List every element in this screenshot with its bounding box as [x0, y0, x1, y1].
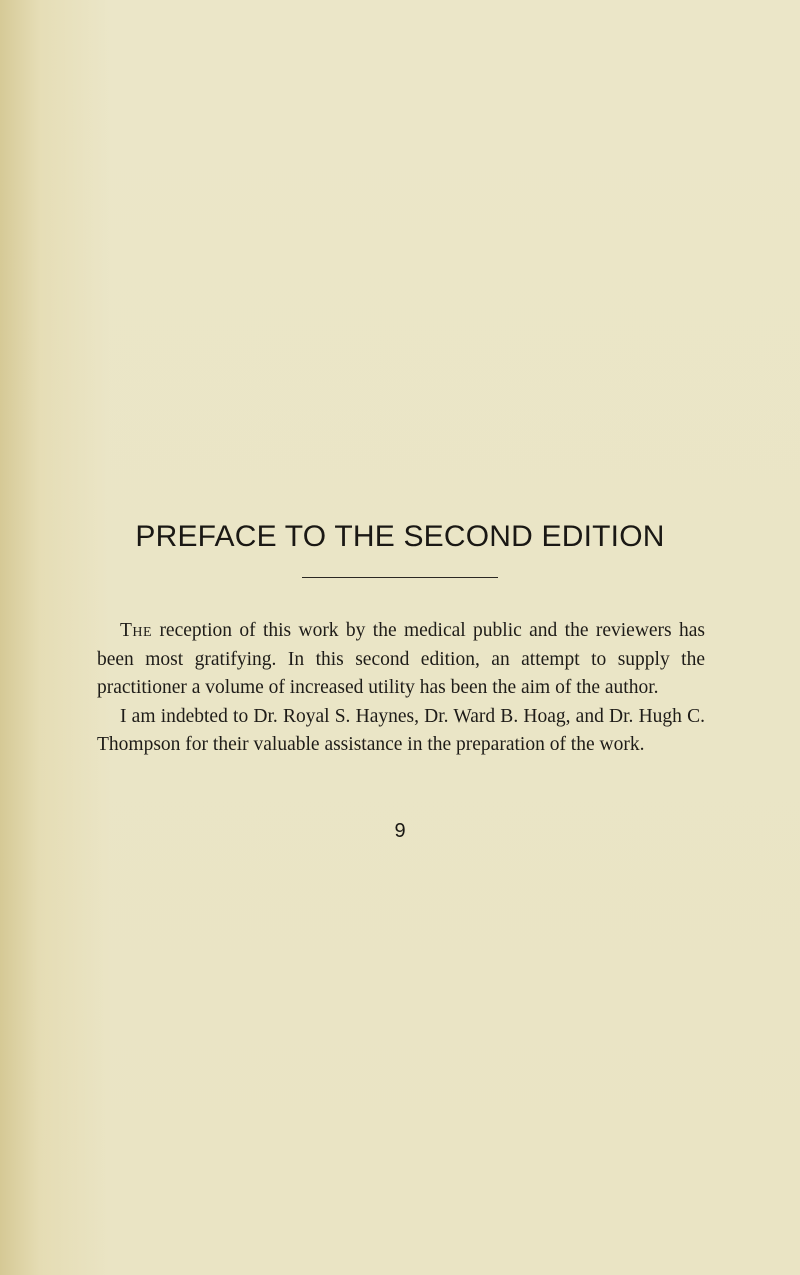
preface-body [97, 617, 705, 760]
page-title: PREFACE TO THE SECOND EDITION [135, 520, 665, 553]
paragraph-text: I am indebted to Dr. Royal S. Haynes, Dr. Ward B. Hoag, and Dr. Hugh C. Thompson for their valuable assistance in the preparation of the work. [97, 705, 705, 755]
page-number: 9 [394, 820, 406, 842]
paragraph-text: reception of this work by the medical public and the reviewers has been most gratifying. In this second edition, an attempt to supply the practitioner a volume of increased utility has been the aim of the author. [97, 620, 705, 698]
title-rule [302, 577, 498, 578]
paragraph-1 [97, 617, 705, 703]
paragraph-lead: The [120, 620, 153, 641]
paragraph-2 [97, 703, 705, 760]
